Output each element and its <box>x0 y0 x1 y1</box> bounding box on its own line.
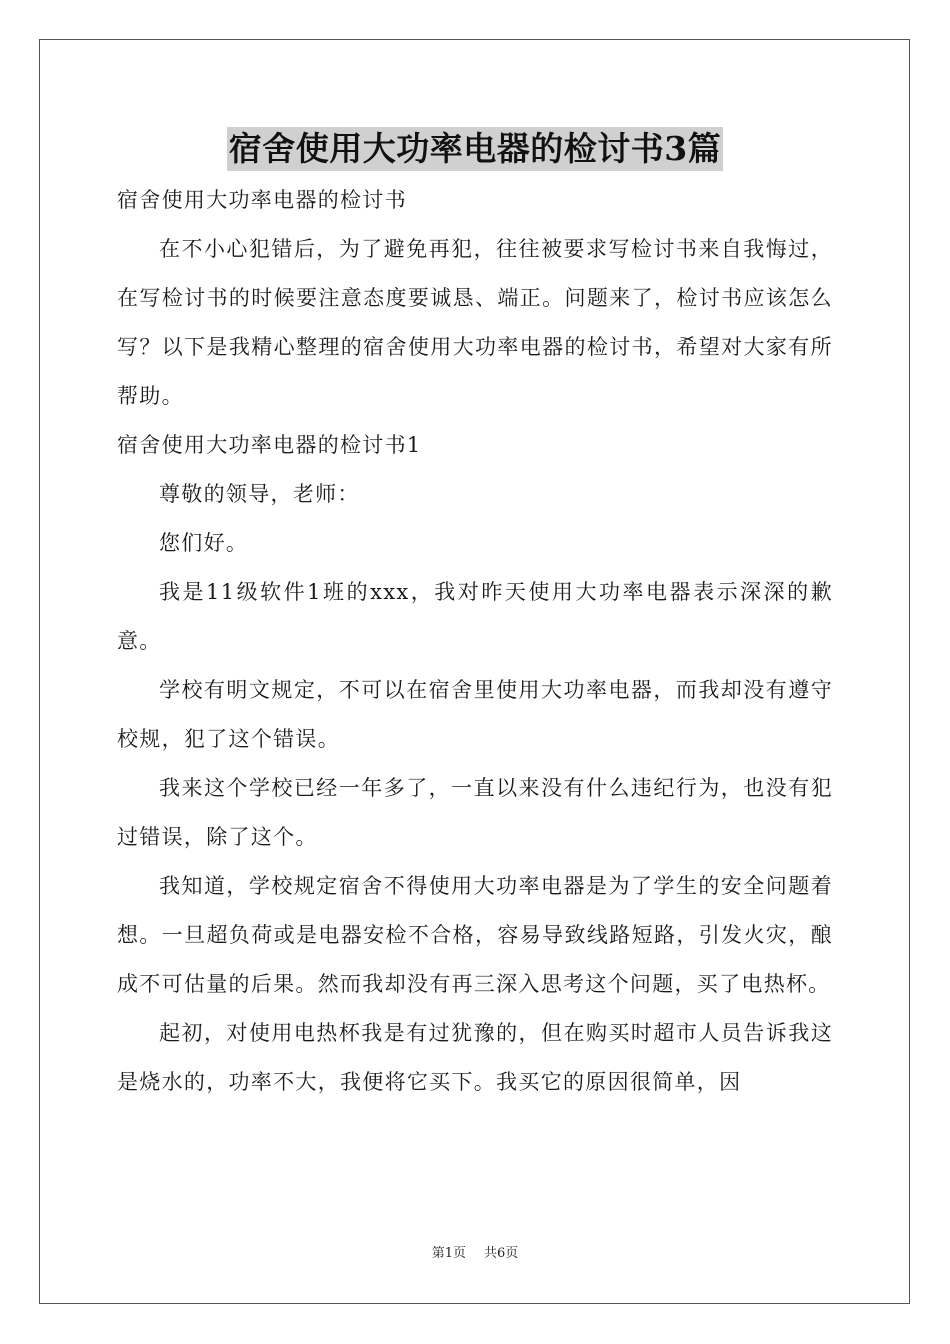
document-title: 宿舍使用大功率电器的检讨书3篇 <box>227 127 723 171</box>
page-total: 共6页 <box>484 1246 519 1261</box>
body-paragraph: 我来这个学校已经一年多了，一直以来没有什么违纪行为，也没有犯过错误，除了这个。 <box>117 776 833 849</box>
section-heading: 宿舍使用大功率电器的检讨书1 <box>117 433 422 457</box>
page-footer <box>0 1245 950 1263</box>
body-paragraph: 在不小心犯错后，为了避免再犯，往往被要求写检讨书来自我悔过，在写检讨书的时候要注意态度要诚恳、端正。问题来了，检讨书应该怎么写？以下是我精心整理的宿舍使用大功率电器的检讨书，希望对大家有所帮助。 <box>117 237 833 408</box>
section-heading: 宿舍使用大功率电器的检讨书 <box>117 188 407 212</box>
body-paragraph: 您们好。 <box>159 531 249 555</box>
body-paragraph: 我知道，学校规定宿舍不得使用大功率电器是为了学生的安全问题着想。一旦超负荷或是电器安检不合格，容易导致线路短路，引发火灾，酿成不可估量的后果。然而我却没有再三深入思考这个问题，买了电热杯。 <box>117 874 833 996</box>
body-paragraph: 学校有明文规定，不可以在宿舍里使用大功率电器，而我却没有遵守校规，犯了这个错误。 <box>117 678 833 751</box>
body-paragraph: 我是11级软件1班的xxx，我对昨天使用大功率电器表示深深的歉意。 <box>117 580 833 653</box>
document-body <box>117 176 833 1107</box>
title-container <box>0 127 950 171</box>
body-paragraph: 尊敬的领导，老师： <box>159 482 360 506</box>
body-paragraph: 起初，对使用电热杯我是有过犹豫的，但在购买时超市人员告诉我这是烧水的，功率不大，我便将它买下。我买它的原因很简单，因 <box>117 1021 833 1094</box>
page-number: 第1页 <box>431 1246 466 1261</box>
